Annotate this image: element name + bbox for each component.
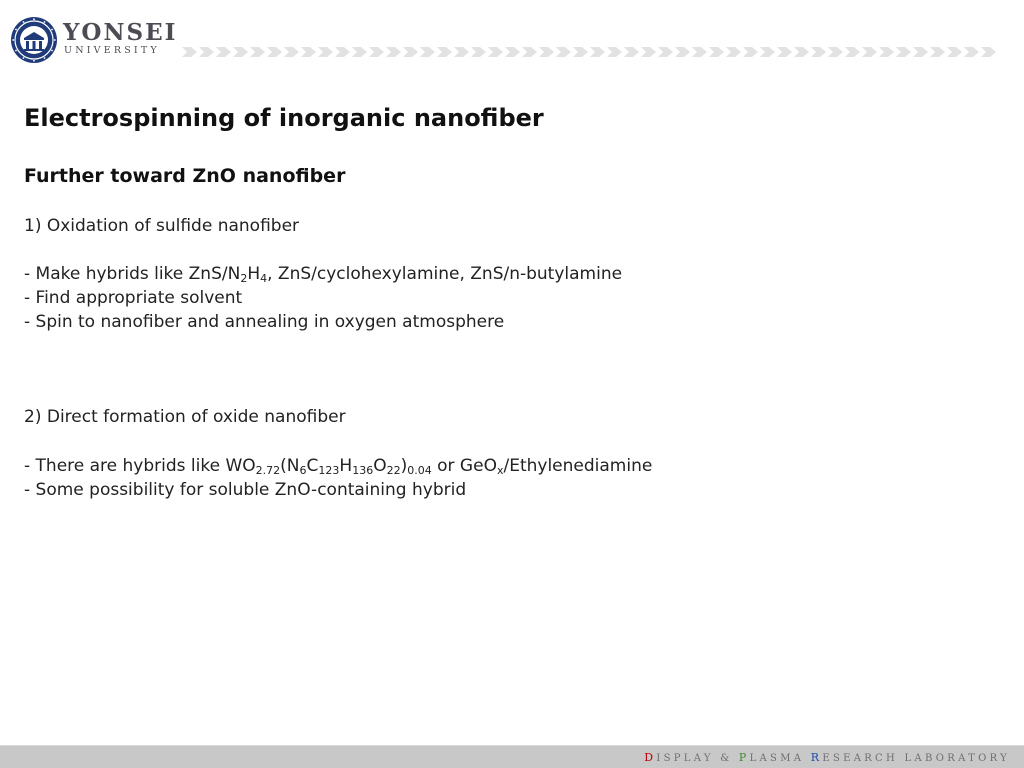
- arrow-chevron-icon: [624, 47, 639, 57]
- arrow-chevron-icon: [692, 47, 707, 57]
- arrow-chevron-icon: [182, 47, 197, 57]
- arrow-chevron-icon: [896, 47, 911, 57]
- arrow-chevron-icon: [675, 47, 690, 57]
- arrow-chevron-icon: [386, 47, 401, 57]
- arrow-chevron-icon: [318, 47, 333, 57]
- slide-header: [0, 0, 1024, 80]
- arrow-chevron-icon: [743, 47, 758, 57]
- arrow-chevron-icon: [505, 47, 520, 57]
- arrow-chevron-icon: [862, 47, 877, 57]
- arrow-chevron-icon: [403, 47, 418, 57]
- slide-footer: [0, 745, 1024, 768]
- arrow-chevron-icon: [369, 47, 384, 57]
- section2-item-hybrids: - There are hybrids like $WO_{2.72}(N_6C_{123}H_{136}O_{22})_{0.04}$ or GeO$_x$/Ethylenediamine: [24, 456, 653, 477]
- arrow-chevron-icon: [828, 47, 843, 57]
- arrow-chevron-icon: [199, 47, 214, 57]
- section2-item-possibility: - Some possibility for soluble ZnO-containing hybrid: [24, 480, 467, 500]
- logo-subtitle: UNIVERSITY: [64, 45, 160, 56]
- arrow-chevron-icon: [420, 47, 435, 57]
- arrow-chevron-icon: [607, 47, 622, 57]
- arrow-chevron-icon: [250, 47, 265, 57]
- slide-title: Electrospinning of inorganic nanofiber: [24, 104, 544, 132]
- arrow-chevron-icon: [301, 47, 316, 57]
- arrow-chevron-icon: [437, 47, 452, 57]
- arrow-chevron-icon: [233, 47, 248, 57]
- arrow-chevron-icon: [216, 47, 231, 57]
- section1-item-hybrids: - Make hybrids like ZnS/$N_2H_4$, ZnS/cyclohexylamine, ZnS/n-butylamine: [24, 264, 623, 285]
- arrow-chevron-icon: [556, 47, 571, 57]
- arrow-chevron-icon: [964, 47, 979, 57]
- arrow-chevron-icon: [454, 47, 469, 57]
- arrow-chevron-icon: [488, 47, 503, 57]
- footer-lab-name: DISPLAY & PLASMA RESEARCH LABORATORY: [644, 751, 1010, 764]
- university-seal-icon: [10, 16, 58, 64]
- arrow-chevron-icon: [845, 47, 860, 57]
- section1-item-spin: - Spin to nanofiber and annealing in oxygen atmosphere: [24, 312, 505, 332]
- arrow-chevron-icon: [471, 47, 486, 57]
- arrow-chevron-icon: [947, 47, 962, 57]
- arrow-chevron-icon: [522, 47, 537, 57]
- arrow-chevron-icon: [573, 47, 588, 57]
- arrow-chevron-icon: [284, 47, 299, 57]
- section1-item-solvent: - Find appropriate solvent: [24, 288, 243, 308]
- decorative-arrow-row: [182, 46, 1012, 58]
- section1-heading: 1) Oxidation of sulfide nanofiber: [24, 216, 300, 236]
- arrow-chevron-icon: [777, 47, 792, 57]
- arrow-chevron-icon: [709, 47, 724, 57]
- arrow-chevron-icon: [981, 47, 996, 57]
- arrow-chevron-icon: [930, 47, 945, 57]
- arrow-chevron-icon: [590, 47, 605, 57]
- slide-subtitle: Further toward ZnO nanofiber: [24, 165, 346, 187]
- logo-wordmark: YONSEI: [63, 19, 178, 46]
- arrow-chevron-icon: [760, 47, 775, 57]
- arrow-chevron-icon: [658, 47, 673, 57]
- arrow-chevron-icon: [726, 47, 741, 57]
- arrow-chevron-icon: [335, 47, 350, 57]
- arrow-chevron-icon: [352, 47, 367, 57]
- arrow-chevron-icon: [879, 47, 894, 57]
- arrow-chevron-icon: [267, 47, 282, 57]
- arrow-chevron-icon: [794, 47, 809, 57]
- arrow-chevron-icon: [539, 47, 554, 57]
- arrow-chevron-icon: [811, 47, 826, 57]
- section2-heading: 2) Direct formation of oxide nanofiber: [24, 407, 346, 427]
- arrow-chevron-icon: [913, 47, 928, 57]
- arrow-chevron-icon: [641, 47, 656, 57]
